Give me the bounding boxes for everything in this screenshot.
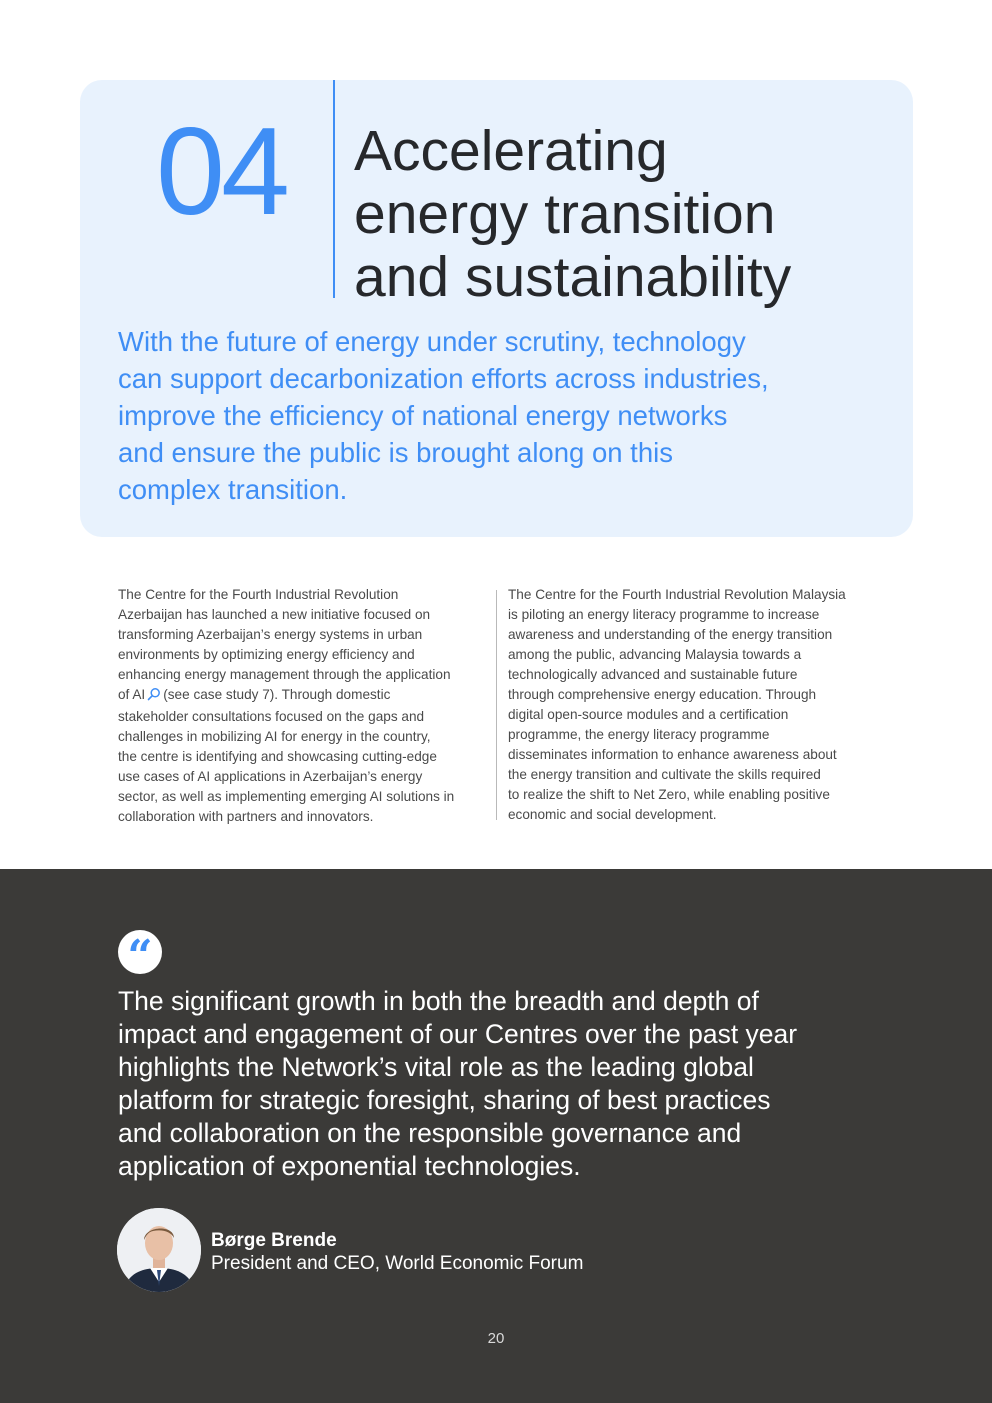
- body-line: economic and social development.: [508, 807, 717, 822]
- body-line: the centre is identifying and showcasing cutting-edge: [118, 749, 437, 764]
- body-line: The Centre for the Fourth Industrial Revolution Malaysia: [508, 587, 846, 602]
- body-line: awareness and understanding of the energy transition: [508, 627, 833, 642]
- body-line: is piloting an energy literacy programme to increase: [508, 607, 820, 622]
- body-line: disseminates information to enhance awareness about: [508, 747, 837, 762]
- body-column-right: [508, 585, 880, 825]
- quote-text: [118, 985, 858, 1183]
- body-line: environments by optimizing energy efficiency and: [118, 647, 415, 662]
- chapter-title-line: Accelerating: [354, 119, 668, 183]
- body-line: challenges in mobilizing AI for energy in the country,: [118, 729, 431, 744]
- body-line: the energy transition and cultivate the skills required: [508, 767, 821, 782]
- quote-line: platform for strategic foresight, sharing of best practices: [118, 1085, 771, 1115]
- chapter-title-line: energy transition: [354, 182, 776, 246]
- body-line: Azerbaijan has launched a new initiative focused on: [118, 607, 431, 622]
- body-line: sector, as well as implementing emerging AI solutions in: [118, 789, 455, 804]
- body-line: through comprehensive energy education. Through: [508, 687, 817, 702]
- quote-line: and collaboration on the responsible governance and: [118, 1118, 742, 1148]
- person-name: Børge Brende: [211, 1230, 337, 1251]
- portrait-icon: [117, 1208, 201, 1292]
- chapter-lead: [118, 323, 858, 508]
- body-line: collaboration with partners and innovators.: [118, 809, 374, 824]
- chapter-divider: [333, 80, 335, 298]
- body-line: use cases of AI applications in Azerbaijan’s energy: [118, 769, 423, 784]
- body-line: among the public, advancing Malaysia towards a: [508, 647, 802, 662]
- quote-line: application of exponential technologies.: [118, 1151, 581, 1181]
- body-line: stakeholder consultations focused on the gaps and: [118, 709, 425, 724]
- quote-line: highlights the Network’s vital role as the leading global: [118, 1052, 754, 1082]
- body-line: technologically advanced and sustainable future: [508, 667, 798, 682]
- page-number: 20: [487, 1330, 505, 1347]
- quote-line: impact and engagement of our Centres over the past year: [118, 1019, 798, 1049]
- body-column-left: [118, 585, 490, 827]
- lead-line: improve the efficiency of national energy networks: [118, 400, 728, 431]
- chapter-title: [354, 120, 894, 309]
- body-line: transforming Azerbaijan’s energy systems in urban: [118, 627, 423, 642]
- column-divider: [496, 590, 497, 820]
- quote-line: The significant growth in both the breadth and depth of: [118, 986, 759, 1016]
- body-line: The Centre for the Fourth Industrial Revolution: [118, 587, 399, 602]
- ai-link-text: of AI: [118, 687, 146, 702]
- body-line-with-link: [118, 685, 490, 707]
- chapter-title-line: and sustainability: [354, 245, 792, 309]
- lead-line: complex transition.: [118, 474, 348, 505]
- lead-line: can support decarbonization efforts across industries,: [118, 363, 769, 394]
- quote-mark-icon: “: [118, 930, 162, 974]
- body-line: enhancing energy management through the application: [118, 667, 451, 682]
- body-line: to realize the shift to Net Zero, while enabling positive: [508, 787, 830, 802]
- lead-line: With the future of energy under scrutiny, technology: [118, 326, 746, 357]
- search-icon[interactable]: [147, 687, 161, 707]
- chapter-number: 04: [156, 103, 286, 241]
- lead-line: and ensure the public is brought along on this: [118, 437, 673, 468]
- body-line: digital open-source modules and a certification: [508, 707, 789, 722]
- person-role: President and CEO, World Economic Forum: [211, 1253, 584, 1274]
- avatar: [117, 1208, 201, 1292]
- case-study-reference: (see case study 7). Through domestic: [163, 687, 391, 702]
- body-line: programme, the energy literacy programme: [508, 727, 770, 742]
